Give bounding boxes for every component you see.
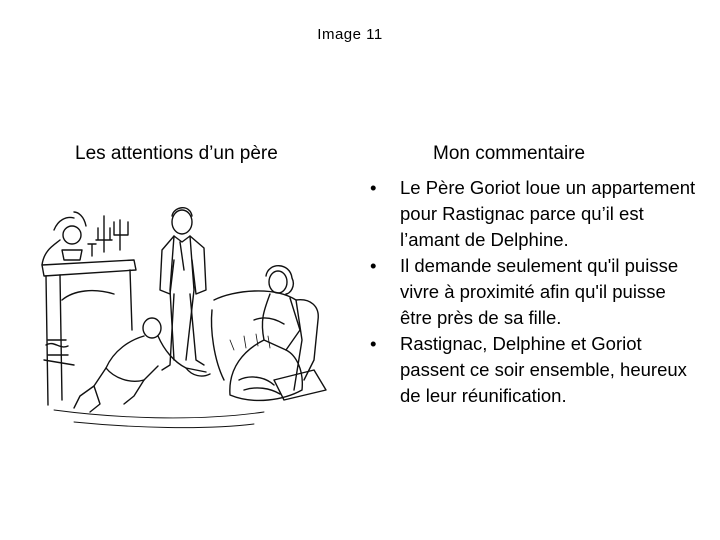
bullet-text: Rastignac, Delphine et Goriot passent ce soir ensemble, heureux de leur réunification. — [400, 333, 687, 406]
fireplace — [42, 212, 136, 405]
seated-woman — [230, 266, 302, 401]
bullet-text: Le Père Goriot loue un appartement pour Rastignac parce qu’il est l’amant de Delphine. — [400, 177, 696, 250]
bullet-glyph: • — [370, 333, 377, 354]
bullet-glyph: • — [370, 177, 377, 198]
bullet-item — [370, 175, 700, 253]
engraving-illustration — [34, 190, 334, 435]
bullet-text: Il demande seulement qu'il puisse vivre à proximité afin qu'il puisse être près de sa fille. — [400, 255, 679, 328]
sofa — [212, 291, 327, 400]
slide-title: Image 11 — [317, 26, 383, 43]
bullet-item — [370, 331, 700, 409]
standing-man — [160, 208, 206, 370]
bullet-item — [370, 253, 700, 331]
left-column-heading: Les attentions d’un père — [75, 143, 278, 164]
comment-bullet-list — [370, 175, 700, 409]
right-column-heading: Mon commentaire — [433, 143, 586, 164]
bullet-glyph: • — [370, 255, 377, 276]
